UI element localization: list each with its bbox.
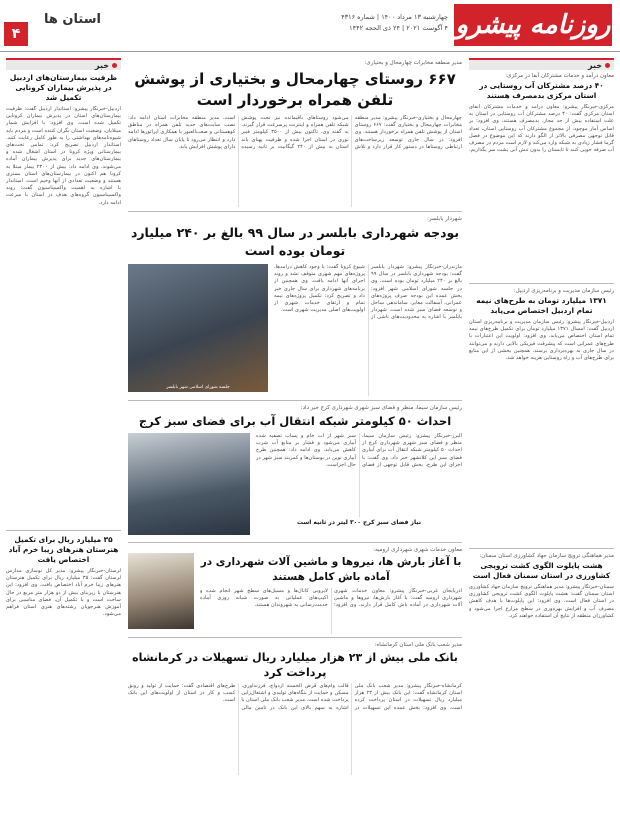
article-body: اردبیل-خبرنگار پیشرو: رئیس سازمان مدیریت و برنامه‌ریزی استان اردبیل گفت: امسال ۱۳۷۱ میلیارد تومان برای تکمیل طرح‌های نیمه تمام استان اختصاص می‌یابد. وی افزود: اولویت این اعتبارات با طرح‌های عمرانی است که پیشرفت فیزیکی بالایی دارند و می‌توانند در سال جاری به بهره‌برداری برسند. همچنین بخشی از این منابع برای طرح‌های آب و راه روستایی هزینه خواهد شد.: [469, 319, 614, 362]
lead-headline: ۶۶۷ روستای چهارمحال و بختیاری از پوشش تلفن همراه برخوردار است: [134, 70, 456, 109]
article-right-3: [469, 553, 614, 789]
main-column: [128, 58, 462, 833]
article-kicker: شهردار بابلسر:: [427, 216, 462, 222]
news-bar: خبر: [6, 58, 121, 70]
article-body: لرستان-خبرنگار پیشرو: مدیر کل نوسازی مدارس لرستان گفت: ۳۵ میلیارد ریال برای تکمیل هنرستان هنرهای زیبا خرم آباد اختصاص یافت. وی افزود: این هنرستان با زیربنای بیش از دو هزار متر مربع در حال ساخت است و با تکمیل آن، فضای مناسبی برای آموزش هنرجویان رشته‌های هنری استان فراهم می‌شود.: [6, 568, 121, 618]
article-left-2: [6, 535, 121, 778]
article-headline: احداث ۵۰ کیلومتر شبکه انتقال آب برای فضای سبز کرج: [138, 414, 452, 428]
article-right-2: [469, 288, 614, 544]
article-kicker: مدیر شعب بانک ملی استان کرمانشاه:: [374, 642, 462, 648]
article-urmia: [128, 547, 462, 633]
divider: [6, 530, 121, 531]
left-column: [6, 58, 121, 833]
article-karaj: [128, 405, 462, 538]
lead-article: [128, 60, 462, 207]
divider: [469, 283, 614, 284]
divider: [128, 400, 462, 401]
divider: [128, 637, 462, 638]
newspaper-logo: روزنامه پیشرو: [454, 4, 612, 46]
article-kicker: رئیس سازمان مدیریت و برنامه‌ریزی اردبیل:: [513, 288, 614, 294]
article-headline: ۱۳۷۱ میلیارد تومان به طرح‌های نیمه تمام اردبیل اختصاص می‌یابد: [476, 296, 607, 315]
divider: [469, 548, 614, 549]
bullet-dot-icon: [112, 63, 117, 68]
article-right-1: [469, 73, 614, 279]
bullet-dot-icon: [605, 63, 610, 68]
issue-date-line-2: ۴ آگوست ۲۰۲۱ | ۲۴ ذی الحجه ۱۴۴۲: [349, 24, 448, 32]
article-headline: ۳۵ میلیارد ریال برای تکمیل هنرستان هنرهای زیبا خرم آباد اختصاص یافت: [8, 535, 119, 564]
official-photo: [128, 553, 194, 629]
meeting-photo: [128, 264, 268, 392]
article-kicker: رئیس سازمان سیما، منظر و فضای سبز شهری شهرداری کرج خبر داد:: [300, 405, 462, 411]
article-body: مازندران-خبرنگار پیشرو: شهردار بابلسر گفت: بودجه شهرداری بابلسر در سال ۹۹ بالغ بر ۲۴۰ میلیارد تومان بوده است. وی در جلسه شورای اسلامی شهر افزود: بخش عمده این بودجه صرف پروژه‌های عمرانی، آسفالت معابر، ساماندهی ساحل و توسعه فضای سبز شده است. شهردار بابلسر با اشاره به محدودیت‌های ناشی از شیوع کرونا گفت: با وجود کاهش درآمدها، پروژه‌های مهم شهری متوقف نشد و روند اجرای آنها ادامه یافت. وی همچنین از برنامه‌های شهرداری برای سال جاری خبر داد و تصریح کرد: تکمیل پروژه‌های نیمه تمام و ارتقای خدمات شهری از اولویت‌های اصلی مدیریت شهری است.: [274, 264, 462, 321]
article-headline: بودجه شهرداری بابلسر در سال ۹۹ بالغ بر ۲۴۰ میلیارد تومان بوده است: [130, 225, 460, 258]
article-kicker: معاون درآمد و خدمات مشترکان آبفا در مرکزی:: [505, 73, 614, 79]
official-portrait-photo: [128, 433, 250, 535]
article-headline: بانک ملی بیش از ۲۳ هزار میلیارد ریال تسهیلات در کرمانشاه پرداخت کرد: [132, 651, 458, 679]
article-subhead: نیاز فضای سبز کرج ۳۰۰ لیتر در ثانیه است: [297, 519, 421, 526]
article-headline: ظرفیت بیمارستان‌های اردبیل در پذیرش بیماران کرونایی تکمیل شد: [9, 73, 118, 102]
article-headline: با آغاز بارش ها، نیروها و ماشین آلات شهرداری در آماده باش کامل هستند: [200, 556, 462, 583]
article-body: اردبیل-خبرنگار پیشرو: استاندار اردبیل گفت: ظرفیت بیمارستان‌های استان در پذیرش بیماران کرونایی تکمیل شده است. وی افزود: با افزایش شمار مبتلایان، وضعیت استان نگران کننده است و مردم باید شیوه‌نامه‌های بهداشتی را به طور کامل رعایت کنند. استاندار اردبیل تصریح کرد: تمامی تخت‌های بیمارستانی ویژه کرونا در استان اشغال شده و بیمارستان‌های جدید برای پذیرش بیماران آماده می‌شوند. وی ادامه داد: بیش از ۲۳۰۰ بیمار مبتلا به کرونا هم اکنون در بیمارستان‌های استان بستری هستند و وضعیت تعدادی از آنها وخیم است. استاندار با اشاره به اهمیت واکسیناسیون گفت: روند واکسیناسیون گروه‌های هدف در استان با سرعت ادامه دارد.: [6, 106, 121, 206]
article-body: چهارمحال و بختیاری-خبرنگار پیشرو: مدیر منطقه مخابرات چهارمحال و بختیاری گفت: ۶۶۷ روستای استان از پوشش تلفن همراه برخوردار هستند. وی افزود: در سال جاری توسعه زیرساخت‌های ارتباطی روستاها در دستور کار قرار دارد و تلاش می‌شود روستاهای باقیمانده نیز تحت پوشش شبکه تلفن همراه و اینترنت پرسرعت قرار گیرند. به گفته وی، تاکنون بیش از ۳۵۰۰ کیلومتر فیبر نوری در استان اجرا شده و ظرفیت پهنای باند استان به بیش از ۲۴۰ گیگابیت بر ثانیه رسیده است. مدیر منطقه مخابرات استان ادامه داد: نصب سایت‌های جدید تلفن همراه در مناطق کوهستانی و صعب‌العبور با همکاری اپراتورها ادامه دارد و انتظار می‌رود تا پایان سال تعداد روستاهای دارای پوشش افزایش یابد.: [128, 115, 462, 150]
photo-caption: جلسه شورای اسلامی شهر بابلسر: [166, 385, 230, 390]
article-kermanshah: [128, 642, 462, 775]
right-column: [469, 58, 614, 833]
section-title: استان ها: [44, 12, 101, 27]
article-body: مرکزی-خبرنگار پیشرو: معاون درآمد و خدمات مشترکان آبفای استان مرکزی گفت: ۴۰ درصد مشترکان آب روستایی در استان به علت استفاده بیش از حد مجاز، بدمصرف هستند. وی افزود: بر اساس آمار موجود، از مجموع مشترکان آب روستایی استان، تعداد قابل توجهی مصرفی بالاتر از الگو دارند که این موضوع در فصل گرما فشار زیادی به شبکه وارد می‌کند و لازم است مردم در مصرف آب صرفه جویی کنند تا تابستان را بدون تنش آبی پشت سر بگذاریم.: [469, 104, 614, 154]
masthead: [0, 0, 620, 52]
page-number: ۴: [4, 22, 28, 46]
article-body: البرز-خبرنگار پیشرو: رئیس سازمان سیما، منظر و فضای سبز شهری شهرداری کرج از احداث ۵۰ کیلومتر شبکه انتقال آب برای آبیاری فضای سبز این کلانشهر خبر داد. وی گفت: با اجرای این طرح، بخش قابل توجهی از فضای سبز شهر از آب خام و پساب تصفیه شده آبیاری می‌شود و فشار بر منابع آب شرب کاهش می‌یابد. وی ادامه داد: همچنین طرح آبیاری نوین در بوستان‌ها و کمربند سبز شهر در حال اجراست.: [256, 433, 462, 468]
article-body: آذربایجان غربی-خبرنگار پیشرو: معاون خدمات شهری شهرداری ارومیه گفت: با آغاز بارش‌ها، نیروها و ماشین آلات شهرداری در آماده باش کامل قرار دارند. وی افزود: لایروبی کانال‌ها و مسیل‌های سطح شهر انجام شده و اکیپ‌های عملیاتی به صورت شبانه روزی آماده خدمت‌رسانی به شهروندان هستند.: [200, 588, 462, 609]
article-babolsar: [128, 216, 462, 396]
article-headline: ۴۰ درصد مشترکان آب روستایی در استان مرکزی بدمصرف هستند: [479, 81, 604, 100]
article-body: سمنان-خبرنگار پیشرو: مدیر هماهنگی ترویج سازمان جهاد کشاورزی استان سمنان گفت: هشت پایلوت الگوی کشت ترویجی کشاورزی در استان فعال است. وی افزود: این پایلوت‌ها با هدف کاهش مصرف آب و افزایش بهره‌وری در سطح مزارع اجرا می‌شود و کشاورزان منطقه از نتایج آن استفاده خواهند کرد.: [469, 584, 614, 619]
divider: [128, 542, 462, 543]
divider: [128, 211, 462, 212]
issue-date-line: چهارشنبه ۱۳ مرداد ۱۴۰۰ | شماره ۴۳۱۶: [341, 13, 448, 21]
article-kicker: مدیر منطقه مخابرات چهارمحال و بختیاری:: [364, 60, 462, 66]
news-bar: خبر: [469, 58, 614, 70]
article-kicker: مدیر هماهنگی ترویج سازمان جهاد کشاورزی استان سمنان:: [479, 553, 614, 559]
article-body: کرمانشاه-خبرنگار پیشرو: مدیر شعب بانک ملی استان کرمانشاه گفت: این بانک بیش از ۲۳ هزار میلیارد ریال تسهیلات در استان پرداخت کرده است. وی افزود: بخش عمده این تسهیلات در قالب وام‌های قرض الحسنه ازدواج، فرزندآوری، مسکن و حمایت از بنگاه‌های تولیدی و اشتغال‌زایی پرداخت شده است. مدیر شعب بانک ملی استان با اشاره به سهم بالای این بانک در تامین مالی طرح‌های اقتصادی گفت: حمایت از تولید و رونق کسب و کار در استان از اولویت‌های این بانک است.: [128, 683, 462, 711]
issue-info: [341, 12, 448, 34]
article-headline: هشت پایلوت الگوی کشت ترویجی کشاورزی در استان سمنان فعال است: [472, 561, 611, 580]
article-left-1: [6, 73, 121, 526]
article-kicker: معاون خدمات شهری شهرداری ارومیه:: [373, 547, 462, 553]
